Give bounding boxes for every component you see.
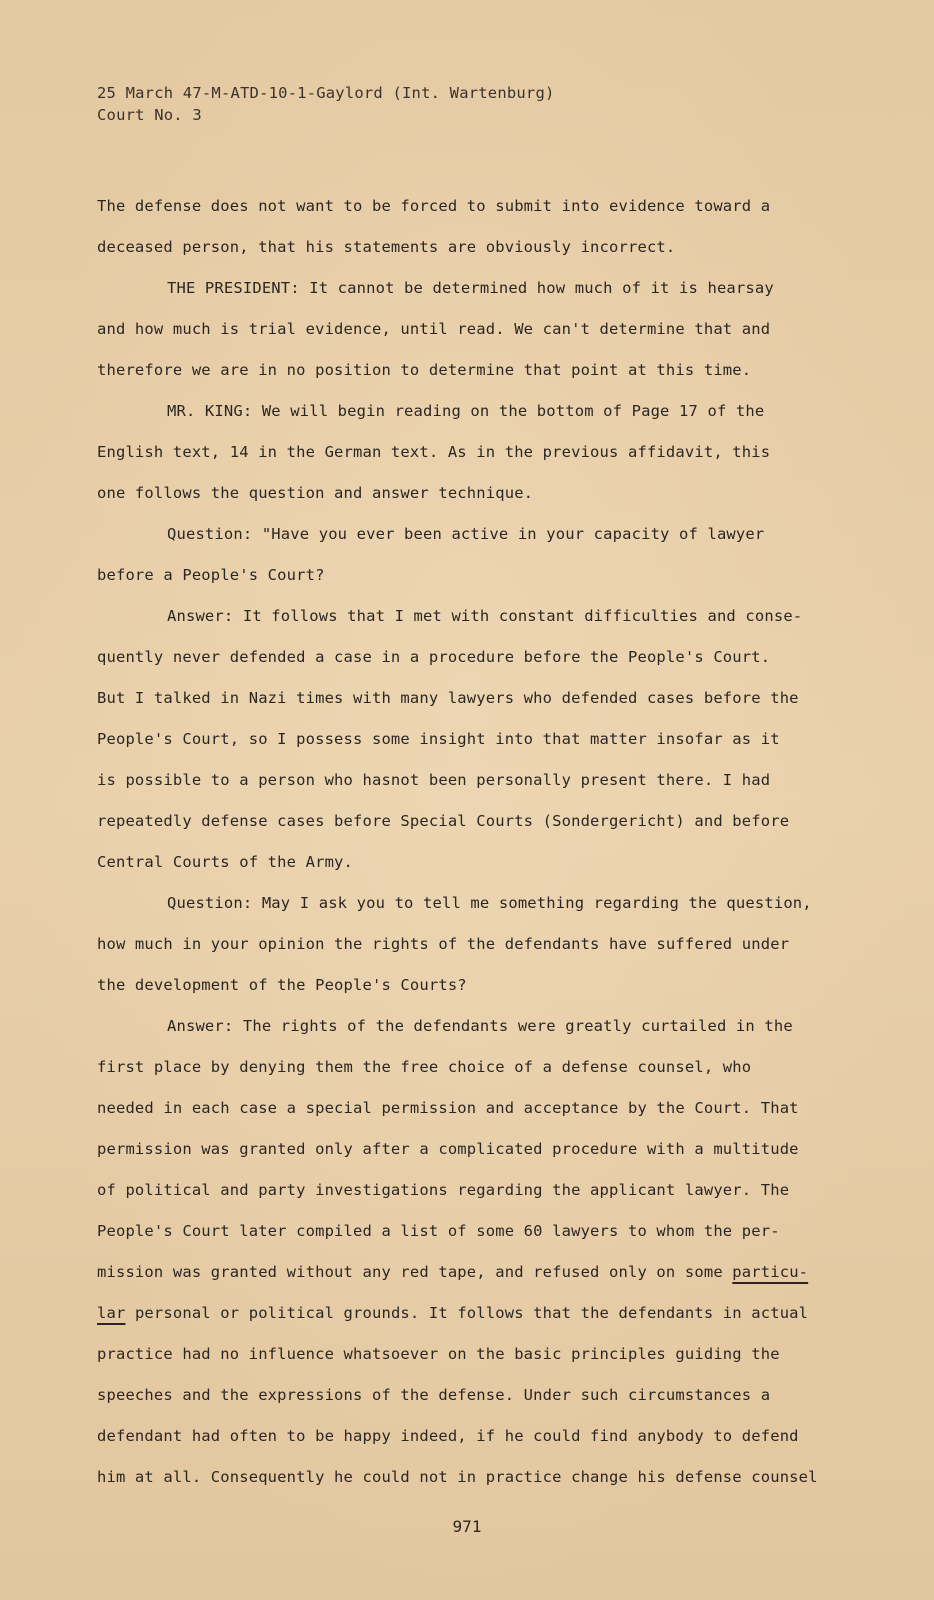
text-line: needed in each case a special permission and acceptance by the Court. That (97, 1099, 799, 1117)
header-court: Court No. 3 (97, 106, 202, 124)
text-fragment: mission was granted without any red tape, and refused only on some (97, 1263, 723, 1281)
text-line: But I talked in Nazi times with many lawyers who defended cases before the (97, 689, 799, 707)
text-line: Question: "Have you ever been active in your capacity of lawyer (167, 525, 765, 543)
text-line: Answer: It follows that I met with constant difficulties and conse- (167, 607, 803, 625)
text-line: Question: May I ask you to tell me something regarding the question, (167, 894, 812, 912)
text-line: the development of the People's Courts? (97, 976, 467, 994)
text-line: The defense does not want to be forced to submit into evidence toward a (97, 197, 771, 215)
text-line: People's Court later compiled a list of some 60 lawyers to whom the per- (97, 1222, 780, 1240)
text-line (97, 1293, 867, 1334)
text-line: People's Court, so I possess some insight into that matter insofar as it (97, 730, 780, 748)
text-line: Answer: The rights of the defendants were greatly curtailed in the (167, 1017, 793, 1035)
text-line: practice had no influence whatsoever on the basic principles guiding the (97, 1345, 780, 1363)
text-line: one follows the question and answer technique. (97, 484, 534, 502)
page-number: 971 (452, 1517, 482, 1536)
underlined-text: lar (97, 1304, 126, 1322)
text-line: deceased person, that his statements are obviously incorrect. (97, 238, 676, 256)
text-line: speeches and the expressions of the defense. Under such circumstances a (97, 1386, 771, 1404)
text-line: and how much is trial evidence, until read. We can't determine that and (97, 320, 771, 338)
text-line: him at all. Consequently he could not in practice change his defense counsel (97, 1468, 818, 1486)
text-line: English text, 14 in the German text. As in the previous affidavit, this (97, 443, 771, 461)
text-line (97, 1252, 867, 1293)
text-line: MR. KING: We will begin reading on the bottom of Page 17 of the (167, 402, 765, 420)
text-line: first place by denying them the free choice of a defense counsel, who (97, 1058, 752, 1076)
text-line: of political and party investigations regarding the applicant lawyer. The (97, 1181, 790, 1199)
document-header (97, 82, 555, 126)
text-line: THE PRESIDENT: It cannot be determined how much of it is hearsay (167, 279, 774, 297)
text-line: quently never defended a case in a procedure before the People's Court. (97, 648, 771, 666)
transcript-body (97, 186, 867, 1498)
text-line: defendant had often to be happy indeed, if he could find anybody to defend (97, 1427, 799, 1445)
header-reference: 25 March 47-M-ATD-10-1-Gaylord (Int. Wartenburg) (97, 84, 555, 102)
text-line: repeatedly defense cases before Special Courts (Sondergericht) and before (97, 812, 790, 830)
underlined-text: particu- (732, 1263, 809, 1281)
text-line: therefore we are in no position to determine that point at this time. (97, 361, 752, 379)
text-line: before a People's Court? (97, 566, 325, 584)
text-line: permission was granted only after a complicated procedure with a multitude (97, 1140, 799, 1158)
text-line: Central Courts of the Army. (97, 853, 354, 871)
text-fragment: personal or political grounds. It follows that the defendants in actual (134, 1304, 809, 1322)
text-line: how much in your opinion the rights of the defendants have suffered under (97, 935, 790, 953)
text-line: is possible to a person who hasnot been personally present there. I had (97, 771, 771, 789)
